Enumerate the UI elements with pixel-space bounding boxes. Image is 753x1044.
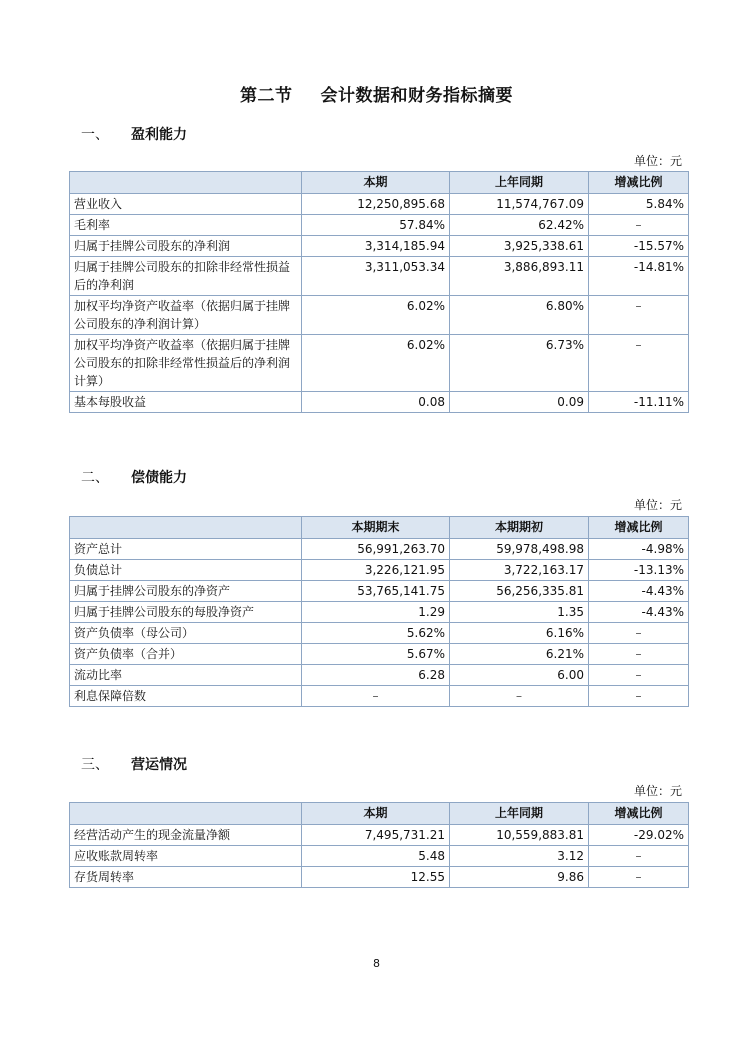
value-cell: 62.42% <box>450 215 589 236</box>
value-cell: 3,925,338.61 <box>450 236 589 257</box>
value-cell: 53,765,141.75 <box>302 581 450 602</box>
value-cell: 5.62% <box>302 623 450 644</box>
heading-number: 二、 <box>81 470 109 486</box>
row-label: 资产总计 <box>70 539 302 560</box>
page-title <box>0 81 753 106</box>
row-label: 归属于挂牌公司股东的净资产 <box>70 581 302 602</box>
value-cell: 6.02% <box>302 296 450 335</box>
table-header-row <box>70 517 689 539</box>
row-label: 归属于挂牌公司股东的每股净资产 <box>70 602 302 623</box>
table-row <box>70 392 689 413</box>
header-cell: 增减比例 <box>589 803 689 825</box>
value-cell: -11.11% <box>589 392 689 413</box>
value-cell: 6.02% <box>302 335 450 392</box>
table-row <box>70 644 689 665</box>
value-cell: – <box>589 686 689 707</box>
value-cell: 6.73% <box>450 335 589 392</box>
row-label: 应收账款周转率 <box>70 846 302 867</box>
unit-label: 单位：元 <box>633 498 682 512</box>
table-row <box>70 215 689 236</box>
heading-number: 一、 <box>81 127 109 143</box>
value-cell: 3,722,163.17 <box>450 560 589 581</box>
heading-title: 营运情况 <box>131 757 187 773</box>
value-cell: – <box>589 846 689 867</box>
table-row <box>70 825 689 846</box>
value-cell: 3,226,121.95 <box>302 560 450 581</box>
value-cell: 10,559,883.81 <box>450 825 589 846</box>
value-cell: – <box>450 686 589 707</box>
value-cell: 0.08 <box>302 392 450 413</box>
value-cell: 3.12 <box>450 846 589 867</box>
value-cell: – <box>589 665 689 686</box>
value-cell: 6.28 <box>302 665 450 686</box>
value-cell: 6.16% <box>450 623 589 644</box>
heading-solvency <box>81 467 187 487</box>
value-cell: – <box>589 623 689 644</box>
table-row <box>70 846 689 867</box>
table-row <box>70 560 689 581</box>
header-cell: 增减比例 <box>589 172 689 194</box>
value-cell: 1.35 <box>450 602 589 623</box>
table-header-row <box>70 803 689 825</box>
table-row <box>70 296 689 335</box>
value-cell: – <box>302 686 450 707</box>
row-label: 存货周转率 <box>70 867 302 888</box>
section-title: 会计数据和财务指标摘要 <box>320 86 513 106</box>
unit-label: 单位：元 <box>633 154 682 168</box>
row-label: 基本每股收益 <box>70 392 302 413</box>
heading-profitability <box>81 124 187 144</box>
value-cell: 59,978,498.98 <box>450 539 589 560</box>
value-cell: 1.29 <box>302 602 450 623</box>
header-cell: 增减比例 <box>589 517 689 539</box>
row-label: 营业收入 <box>70 194 302 215</box>
operations-table <box>69 802 689 888</box>
table-header-row <box>70 172 689 194</box>
value-cell: – <box>589 215 689 236</box>
row-label: 利息保障倍数 <box>70 686 302 707</box>
table-row <box>70 236 689 257</box>
value-cell: -4.98% <box>589 539 689 560</box>
value-cell: 5.48 <box>302 846 450 867</box>
table-row <box>70 623 689 644</box>
value-cell: – <box>589 867 689 888</box>
heading-operations <box>81 754 187 774</box>
header-cell: 本期 <box>302 803 450 825</box>
value-cell: 12,250,895.68 <box>302 194 450 215</box>
profitability-table <box>69 171 689 413</box>
value-cell: 56,991,263.70 <box>302 539 450 560</box>
value-cell: -15.57% <box>589 236 689 257</box>
header-cell-blank <box>70 803 302 825</box>
table-row <box>70 581 689 602</box>
value-cell: 3,886,893.11 <box>450 257 589 296</box>
value-cell: -13.13% <box>589 560 689 581</box>
solvency-table <box>69 516 689 707</box>
header-cell: 上年同期 <box>450 803 589 825</box>
row-label: 经营活动产生的现金流量净额 <box>70 825 302 846</box>
row-label: 流动比率 <box>70 665 302 686</box>
value-cell: 3,314,185.94 <box>302 236 450 257</box>
table-row <box>70 335 689 392</box>
table-row <box>70 539 689 560</box>
row-label: 归属于挂牌公司股东的净利润 <box>70 236 302 257</box>
heading-title: 盈利能力 <box>131 127 187 143</box>
table-row <box>70 686 689 707</box>
value-cell: 9.86 <box>450 867 589 888</box>
value-cell: 12.55 <box>302 867 450 888</box>
value-cell: 6.21% <box>450 644 589 665</box>
row-label: 加权平均净资产收益率（依据归属于挂牌公司股东的扣除非经常性损益后的净利润计算） <box>70 335 302 392</box>
value-cell: 3,311,053.34 <box>302 257 450 296</box>
header-cell-blank <box>70 172 302 194</box>
row-label: 负债总计 <box>70 560 302 581</box>
value-cell: 6.80% <box>450 296 589 335</box>
value-cell: – <box>589 644 689 665</box>
heading-title: 偿债能力 <box>131 470 187 486</box>
unit-label: 单位：元 <box>633 784 682 798</box>
page-number: 8 <box>373 957 380 970</box>
value-cell: -14.81% <box>589 257 689 296</box>
section-number: 第二节 <box>240 86 293 106</box>
row-label: 归属于挂牌公司股东的扣除非经常性损益后的净利润 <box>70 257 302 296</box>
value-cell: 56,256,335.81 <box>450 581 589 602</box>
table-row <box>70 257 689 296</box>
table-row <box>70 194 689 215</box>
row-label: 资产负债率（合并） <box>70 644 302 665</box>
table-row <box>70 867 689 888</box>
value-cell: 6.00 <box>450 665 589 686</box>
value-cell: 0.09 <box>450 392 589 413</box>
value-cell: -4.43% <box>589 581 689 602</box>
value-cell: 11,574,767.09 <box>450 194 589 215</box>
header-cell: 本期期末 <box>302 517 450 539</box>
row-label: 资产负债率（母公司） <box>70 623 302 644</box>
value-cell: 5.84% <box>589 194 689 215</box>
row-label: 毛利率 <box>70 215 302 236</box>
value-cell: 5.67% <box>302 644 450 665</box>
row-label: 加权平均净资产收益率（依据归属于挂牌公司股东的净利润计算） <box>70 296 302 335</box>
value-cell: 57.84% <box>302 215 450 236</box>
table-row <box>70 665 689 686</box>
header-cell: 本期 <box>302 172 450 194</box>
header-cell: 上年同期 <box>450 172 589 194</box>
table-row <box>70 602 689 623</box>
value-cell: – <box>589 296 689 335</box>
value-cell: -29.02% <box>589 825 689 846</box>
value-cell: -4.43% <box>589 602 689 623</box>
header-cell: 本期期初 <box>450 517 589 539</box>
heading-number: 三、 <box>81 757 109 773</box>
header-cell-blank <box>70 517 302 539</box>
value-cell: 7,495,731.21 <box>302 825 450 846</box>
value-cell: – <box>589 335 689 392</box>
